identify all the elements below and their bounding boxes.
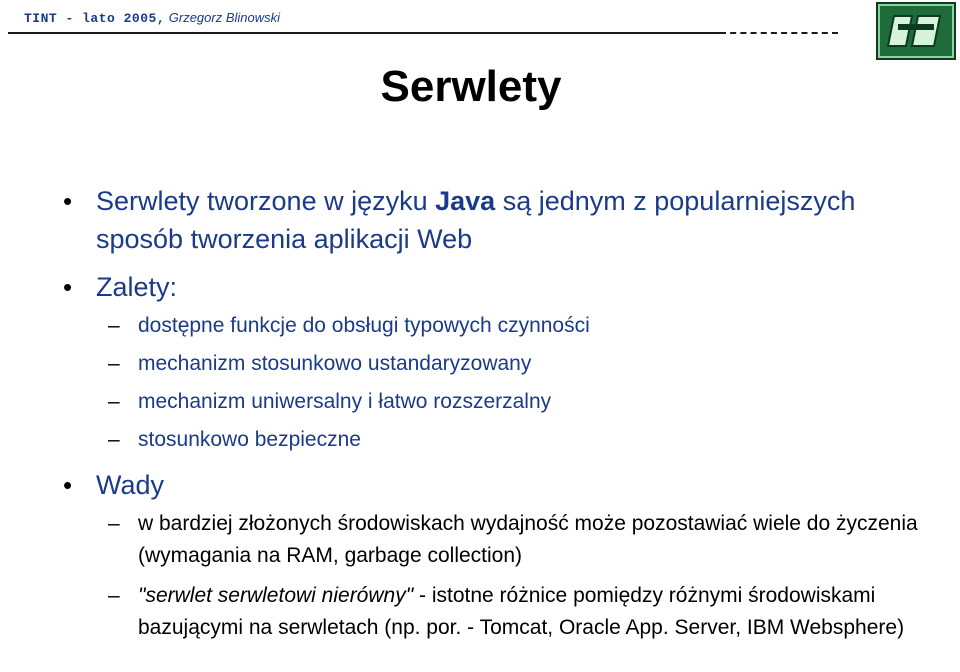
dash-icon: – [108, 428, 120, 451]
bullet-dot-icon: • [63, 272, 73, 302]
advantage-item [108, 348, 532, 380]
disadvantage-text: w bardziej złożonych środowiskach wydajność może pozostawiać wiele do życzenia (wymagania na RAM, garbage collection) [138, 512, 918, 567]
advantage-item [108, 424, 361, 456]
bullet-dot-icon: • [63, 186, 73, 216]
bullet-intro-java: Java [435, 186, 496, 216]
advantage-text: dostępne funkcje do obsługi typowych czynności [138, 314, 590, 337]
course-label: TINT - lato 2005, [24, 11, 166, 26]
advantage-item [108, 310, 590, 342]
disadvantage-quote: "serwlet serwletowi nierówny" [138, 584, 414, 607]
dash-icon: – [108, 512, 120, 535]
slide-header [24, 10, 280, 32]
bullet-intro-suffix: są jednym z popularniejszych sposób tworzenia aplikacji Web [96, 186, 856, 254]
advantage-item [108, 386, 552, 418]
header-rule-dashed [720, 32, 838, 34]
disadvantage-item [108, 508, 938, 572]
advantage-text: mechanizm uniwersalny i łatwo rozszerzalny [138, 390, 552, 413]
bullet-dot-icon: • [63, 470, 73, 500]
bullet-advantages-label: Zalety: [96, 272, 178, 302]
bullet-disadvantages-label: Wady [96, 470, 165, 500]
header-rule [8, 32, 720, 34]
slide-title: Serwlety [380, 62, 562, 111]
bullet-advantages [63, 268, 178, 306]
disadvantage-text: - istotne różnice pomiędzy różnymi środowiskami bazującymi na serwletach (np. por. - Tomcat, Oracle App. Server, IBM Websphere) [138, 584, 905, 639]
bullet-intro [63, 182, 916, 258]
dash-icon: – [108, 352, 120, 375]
advantage-text: stosunkowo bezpieczne [138, 428, 361, 451]
bullet-intro-prefix: Serwlety tworzone w języku [96, 186, 436, 216]
bullet-disadvantages [63, 466, 165, 504]
logo-icon [876, 2, 956, 60]
dash-icon: – [108, 584, 120, 607]
advantage-text: mechanizm stosunkowo ustandaryzowany [138, 352, 532, 375]
disadvantage-item [108, 580, 938, 644]
dash-icon: – [108, 314, 120, 337]
dash-icon: – [108, 390, 120, 413]
author-label: Grzegorz Blinowski [168, 10, 281, 25]
